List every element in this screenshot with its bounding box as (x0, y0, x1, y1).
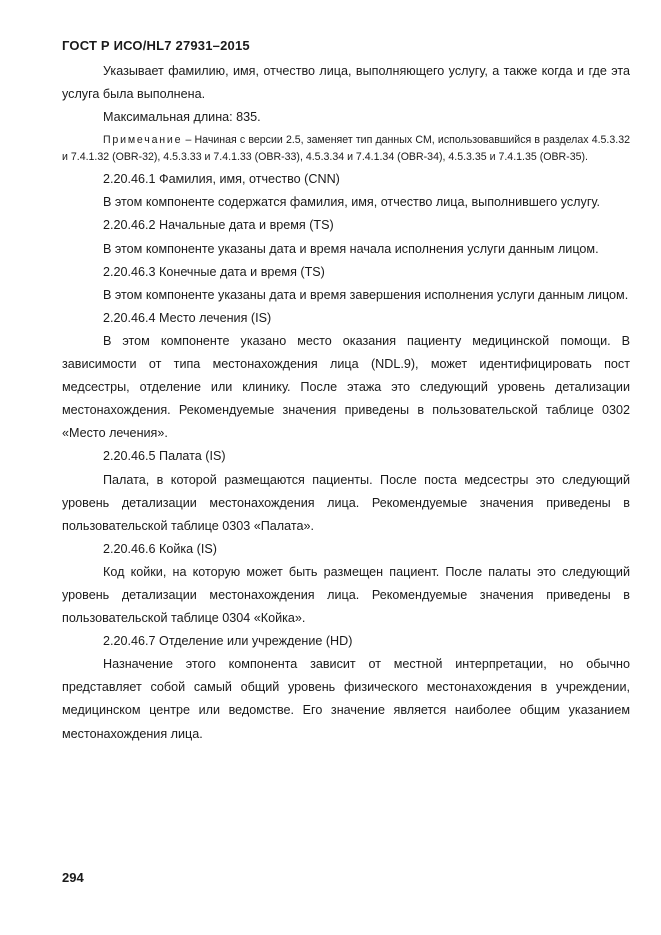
paragraph: Палата, в которой размещаются пациенты. После поста медсестры это следующий уровень детализации местонахождения лица. Рекомендуемые значения приведены в пользовательской таблице 0303 «Палата». (62, 472, 630, 533)
paragraph: Указывает фамилию, имя, отчество лица, выполняющего услугу, а также когда и где эта услуга была выполнена. (62, 64, 630, 102)
section-heading: 2.20.46.7 Отделение или учреждение (HD) (103, 634, 353, 649)
note (62, 129, 630, 168)
paragraph: Максимальная длина: 835. (103, 110, 261, 125)
paragraph: Назначение этого компонента зависит от местной интерпретации, но обычно представляет собой самый общий уровень физического местонахождения в учреждении, медицинском центре или ведомстве. Его значение является наиболее общим указанием местонахождения лица. (62, 657, 630, 741)
note-text: – Начиная с версии 2.5, заменяет тип данных CM, использовавшийся в разделах 4.5.3.32 и 7.4.1.32 (OBR-32), 4.5.3.33 и 7.4.1.33 (OBR-33), 4.5.3.34 и 7.4.1.34 (OBR-34), 4.5.3.35 и 7.4.1.35 (OBR-35). (62, 134, 630, 164)
note-label: Примечание (103, 134, 183, 147)
paragraph: В этом компоненте указано место оказания пациенту медицинской помощи. В зависимости от типа местонахождения лица (NDL.9), может идентифицировать пост медсестры, отделение или клинику. После этажа это следующий уровень детализации местонахождения. Рекомендуемые значения приведены в пользовательской таблице 0302 «Место лечения». (62, 333, 630, 441)
section-heading: 2.20.46.2 Начальные дата и время (TS) (103, 218, 334, 233)
paragraph: В этом компоненте указаны дата и время завершения исполнения услуги данным лицом. (103, 287, 629, 302)
section-heading: 2.20.46.1 Фамилия, имя, отчество (CNN) (103, 172, 340, 187)
paragraph: В этом компоненте содержатся фамилия, имя, отчество лица, выполнившего услугу. (103, 195, 600, 210)
section-heading: 2.20.46.3 Конечные дата и время (TS) (103, 264, 325, 279)
section-heading: 2.20.46.6 Койка (IS) (103, 541, 217, 556)
paragraph: В этом компоненте указаны дата и время начала исполнения услуги данным лицом. (103, 241, 599, 256)
document-header: ГОСТ Р ИСО/HL7 27931–2015 (62, 38, 250, 53)
page-number: 294 (62, 870, 84, 885)
section-heading: 2.20.46.4 Место лечения (IS) (103, 310, 272, 325)
document-body (62, 60, 630, 746)
paragraph: Код койки, на которую может быть размещен пациент. После палаты это следующий уровень детализации местонахождения лица. Рекомендуемые значения приведены в пользовательской таблице 0304 «Койка». (62, 564, 630, 626)
section-heading: 2.20.46.5 Палата (IS) (103, 449, 226, 464)
